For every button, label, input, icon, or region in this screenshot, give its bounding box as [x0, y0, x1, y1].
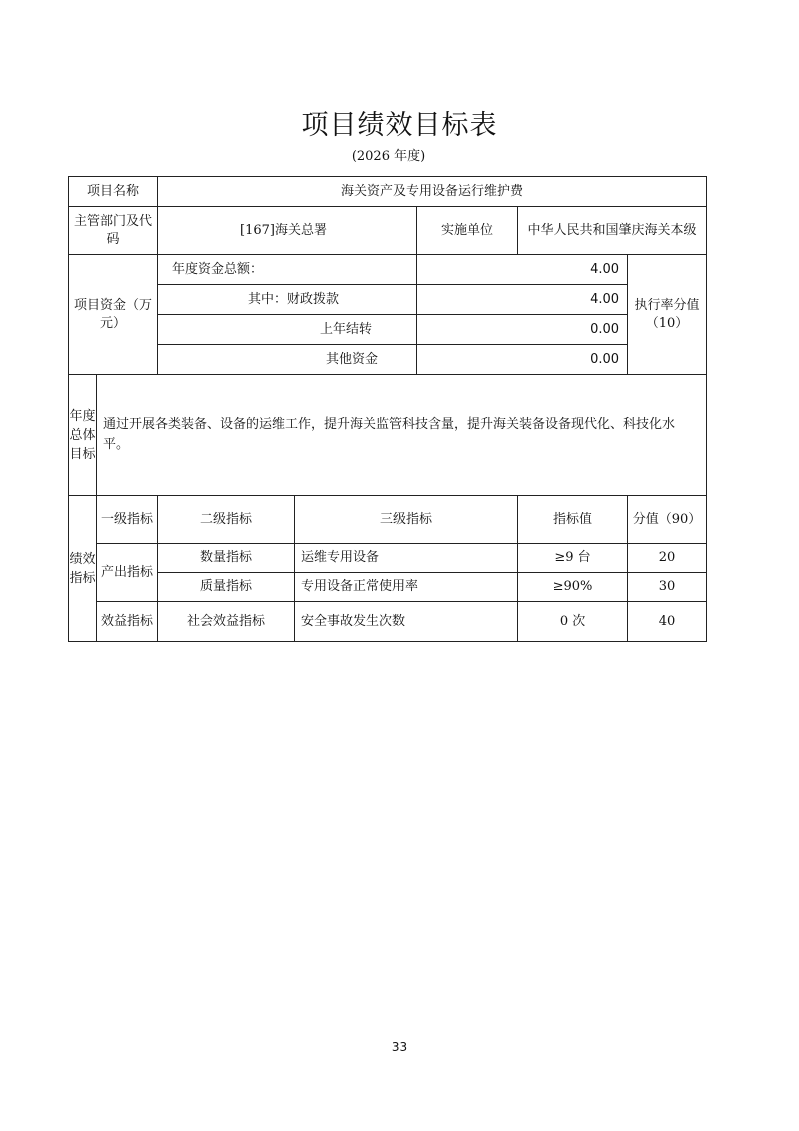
indicator-row [69, 573, 707, 602]
indicators-header-row [69, 496, 707, 544]
header-value: 指标值 [518, 496, 628, 544]
funds-total-label: 年度资金总额： [158, 255, 417, 285]
funds-label: 项目资金（万元） [69, 255, 158, 375]
indicator-score: 40 [628, 602, 707, 642]
funds-row-carryover [69, 315, 707, 345]
indicator-score: 20 [628, 544, 707, 573]
header-score: 分值（90） [628, 496, 707, 544]
funds-row-fiscal [69, 285, 707, 315]
funds-carryover-label: 上年结转 [158, 315, 417, 345]
header-level2: 二级指标 [158, 496, 295, 544]
indicator-level1-benefit: 效益指标 [97, 602, 158, 642]
document-title: 项目绩效目标表 [301, 110, 498, 141]
funds-fiscal-label: 其中：财政拨款 [158, 285, 417, 315]
indicator-level1-output: 产出指标 [97, 544, 158, 602]
indicators-label: 绩效指标 [69, 496, 97, 642]
funds-fiscal-value: 4.00 [417, 285, 628, 315]
header-level3: 三级指标 [295, 496, 518, 544]
funds-row-total [69, 255, 707, 285]
indicator-level2: 数量指标 [158, 544, 295, 573]
funds-other-label: 其他资金 [158, 345, 417, 375]
header-level1: 一级指标 [97, 496, 158, 544]
indicator-row [69, 544, 707, 573]
indicator-value: ≥90% [518, 573, 628, 602]
funds-carryover-value: 0.00 [417, 315, 628, 345]
page-number: 33 [391, 1040, 408, 1054]
indicator-level3: 专用设备正常使用率 [295, 573, 518, 602]
department-value: [167]海关总署 [158, 207, 417, 255]
indicator-level3: 安全事故发生次数 [295, 602, 518, 642]
execution-rate-score-label: 执行率分值（10） [628, 255, 707, 375]
indicator-score: 30 [628, 573, 707, 602]
implementing-unit-label: 实施单位 [417, 207, 518, 255]
indicator-row [69, 602, 707, 642]
indicator-value: 0 次 [518, 602, 628, 642]
document-year: (2026 年度) [351, 149, 426, 164]
department-label: 主管部门及代码 [69, 207, 158, 255]
indicator-level3: 运维专用设备 [295, 544, 518, 573]
project-name-row [69, 177, 707, 207]
indicator-value: ≥9 台 [518, 544, 628, 573]
project-name-label: 项目名称 [69, 177, 158, 207]
department-row [69, 207, 707, 255]
funds-row-other [69, 345, 707, 375]
indicator-level2: 社会效益指标 [158, 602, 295, 642]
funds-other-value: 0.00 [417, 345, 628, 375]
funds-total-value: 4.00 [417, 255, 628, 285]
implementing-unit-value: 中华人民共和国肇庆海关本级 [518, 207, 707, 255]
annual-goal-label: 年度总体目标 [69, 375, 97, 496]
indicator-level2: 质量指标 [158, 573, 295, 602]
annual-goal-row [69, 375, 707, 496]
performance-target-table [68, 176, 707, 642]
annual-goal-text: 通过开展各类装备、设备的运维工作，提升海关监管科技含量，提升海关装备设备现代化、科技化水平。 [97, 375, 707, 496]
project-name-value: 海关资产及专用设备运行维护费 [158, 177, 707, 207]
